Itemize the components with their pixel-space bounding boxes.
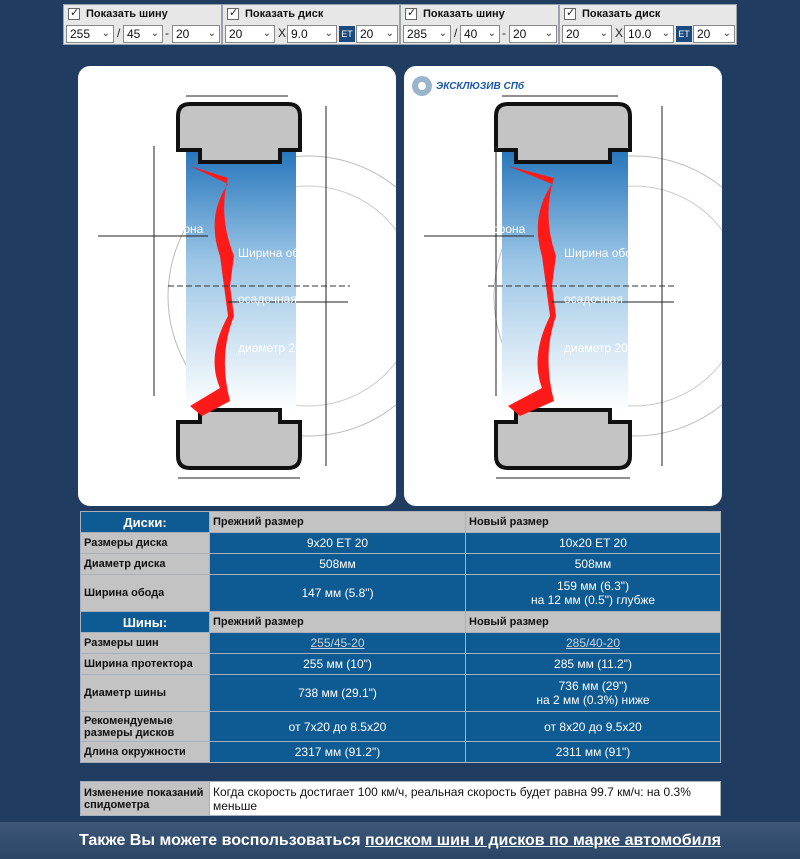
new-value: 508мм [466,554,721,575]
row-label: Длина окружности [81,742,210,763]
tires-section-title: Шины: [81,612,210,633]
show-disk-toggle[interactable]: ✓ Показать диск [227,8,323,20]
brand-logo: ЭКСКЛЮЗИВ СПб [412,76,524,96]
chevron-down-icon: ⌄ [544,28,553,39]
car-search-link[interactable]: поиском шин и дисков по марке автомобиля [364,832,721,849]
tire-diameter-select[interactable]: 20 ⌄ [172,25,220,43]
column-header-new: Новый размер [466,612,721,633]
chevron-down-icon: ⌄ [101,28,110,39]
old-value: 9x20 ET 20 [210,533,466,554]
table-row [81,712,721,742]
tire-profile-select[interactable]: 45 ⌄ [123,25,163,43]
crown-label: орона [170,222,204,236]
chevron-down-icon: ⌄ [385,28,394,39]
et-label: ET [339,26,355,42]
table-row [81,533,721,554]
separator: X [615,26,624,40]
seat-label: осадочная [238,292,297,306]
right-tire-controls [400,4,559,45]
table-row [81,782,721,816]
show-tire-toggle[interactable]: ✓ Показать шину [68,8,168,20]
checkbox-icon[interactable] [227,8,239,20]
chevron-down-icon: ⌄ [487,28,496,39]
left-tire-controls [63,4,222,45]
tire-width-select[interactable]: 255 ⌄ [66,25,114,43]
disk-diameter-select[interactable]: 20 ⌄ [225,25,275,43]
table-row [81,742,721,763]
disk-et-select[interactable]: 20 ⌄ [693,25,735,43]
chevron-down-icon: ⌄ [438,28,447,39]
separator: / [454,26,458,40]
right-disk-controls [559,4,737,45]
comparison-table [80,511,721,763]
new-wheel-diagram [404,66,722,506]
wheel-cross-section-icon [404,66,722,506]
new-value: 2311 мм (91") [466,742,721,763]
new-value: от 8x20 до 9.5x20 [466,712,721,742]
disks-section-title: Диски: [81,512,210,533]
old-value: 2317 мм (91.2") [210,742,466,763]
separator: X [278,26,287,40]
diameter-label: диаметр 20 [564,341,628,355]
separator: - [502,26,506,40]
row-label: Ширина протектора [81,654,210,675]
tire-profile-select[interactable]: 40 ⌄ [460,25,500,43]
tire-diameter-select[interactable]: 20 ⌄ [509,25,557,43]
separator: / [117,26,121,40]
show-tire-toggle[interactable]: ✓ Показать шину [405,8,505,20]
table-row [81,633,721,654]
row-label: Диаметр диска [81,554,210,575]
row-label: Ширина обода [81,575,210,612]
new-value: 159 мм (6.3") на 12 мм (0.5") глубже [466,575,721,612]
table-row [81,575,721,612]
separator: - [165,26,169,40]
column-header-old: Прежний размер [210,612,466,633]
new-value [466,633,721,654]
new-tire-size-link[interactable]: 285/40-20 [565,636,621,650]
chevron-down-icon: ⌄ [661,28,670,39]
chevron-down-icon: ⌄ [150,28,159,39]
new-value: 285 мм (11.2") [466,654,721,675]
column-header-new: Новый размер [466,512,721,533]
table-row [81,675,721,712]
new-value: 10x20 ET 20 [466,533,721,554]
footer-banner [0,822,800,859]
diameter-label: диаметр 20 [238,341,302,355]
chevron-down-icon: ⌄ [324,28,333,39]
old-value: 147 мм (5.8") [210,575,466,612]
old-value: 738 мм (29.1") [210,675,466,712]
et-label: ET [676,26,692,42]
row-label: Диаметр шины [81,675,210,712]
wheel-cross-section-icon [78,66,396,506]
footer-text: Также Вы можете воспользоваться [79,832,365,849]
speedometer-table [80,781,721,816]
row-label: Размеры шин [81,633,210,654]
checkbox-icon[interactable] [68,8,80,20]
left-disk-controls [222,4,400,45]
disk-width-select[interactable]: 10.0 ⌄ [624,25,674,43]
old-tire-size-link[interactable]: 255/45-20 [310,636,365,650]
table-row [81,654,721,675]
chevron-down-icon: ⌄ [722,28,731,39]
disk-width-select[interactable]: 9.0 ⌄ [287,25,337,43]
crown-label: орона [492,222,526,236]
old-wheel-diagram [78,66,396,506]
old-value: 255 мм (10") [210,654,466,675]
speedometer-text: Когда скорость достигает 100 км/ч, реальная скорость будет равна 99.7 км/ч: на 0.3% меньше [210,782,721,816]
old-value: 508мм [210,554,466,575]
checkbox-icon[interactable] [405,8,417,20]
table-row [81,554,721,575]
chevron-down-icon: ⌄ [207,28,216,39]
disk-et-select[interactable]: 20 ⌄ [356,25,398,43]
seat-label: осадочная [564,292,623,306]
rim-width-label: Ширина обо [238,246,306,260]
rim-width-label: Ширина обо [564,246,632,260]
column-header-old: Прежний размер [210,512,466,533]
speedometer-label: Изменение показаний спидометра [81,782,210,816]
old-value: от 7x20 до 8.5x20 [210,712,466,742]
chevron-down-icon: ⌄ [599,28,608,39]
disk-diameter-select[interactable]: 20 ⌄ [562,25,612,43]
chevron-down-icon: ⌄ [262,28,271,39]
show-disk-toggle[interactable]: ✓ Показать диск [564,8,660,20]
checkbox-icon[interactable] [564,8,576,20]
row-label: Размеры диска [81,533,210,554]
row-label: Рекомендуемые размеры дисков [81,712,210,742]
tire-width-select[interactable]: 285 ⌄ [403,25,451,43]
old-value [210,633,466,654]
new-value: 736 мм (29") на 2 мм (0.3%) ниже [466,675,721,712]
